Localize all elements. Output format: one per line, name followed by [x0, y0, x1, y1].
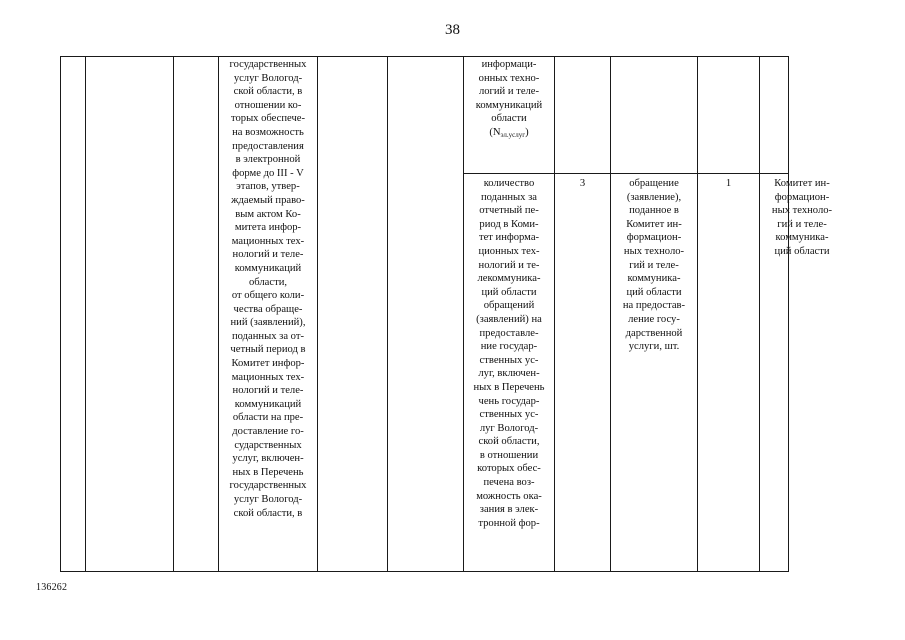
source-bottom-text-line: ственных ус- [479, 354, 539, 366]
indicator-text-line: услуг, включен- [232, 453, 304, 465]
table-left-border [60, 56, 61, 572]
source-bottom-text-line: ской области, [478, 436, 540, 448]
source-bottom-text-line: количество [483, 178, 535, 189]
unit-text-line: услуги, шт. [628, 341, 680, 353]
source-bottom-text-line: ционных тех- [478, 245, 540, 257]
source-bottom-text-line: ние государ- [480, 341, 538, 353]
responsible-text-line: коммуника- [775, 232, 829, 244]
source-bottom-text-line: поданных за [480, 191, 538, 203]
indicator-text-line: в электронной [235, 154, 301, 166]
source-bottom-text-line: луг Вологод- [479, 422, 539, 434]
source-top-text-line: логий и теле- [478, 86, 540, 98]
indicator-text-line: услуг Вологод- [233, 72, 303, 84]
responsible-text-line: гий и теле- [777, 218, 827, 230]
indicator-text-line: ний (заявлений), [230, 317, 306, 329]
indicator-text-line: нологий и теле- [232, 385, 304, 397]
unit-text-line: ных техноло- [623, 245, 685, 257]
indicator-text-line: доставление го- [232, 426, 304, 438]
indicator-text-line: торых обеспече- [230, 113, 306, 125]
code-value: 3 [579, 178, 586, 189]
source-bottom-text-line: тронной фор- [478, 517, 540, 529]
table-right-border [788, 56, 789, 572]
source-bottom-text-line: ных в Перечень [473, 381, 545, 393]
source-bottom-text-line: зания в элек- [479, 504, 539, 516]
indicator-text-line: государственных [229, 59, 307, 70]
indicator-text-line: ской области, в [233, 507, 303, 519]
unit-text-line: ций области [626, 286, 682, 298]
indicator-text-line: от общего коли- [231, 290, 305, 302]
formula-label [464, 126, 554, 143]
frequency-value: 1 [725, 178, 732, 189]
source-bottom-text-line: можность ока- [476, 490, 542, 502]
unit-text-line: формацион- [626, 232, 682, 244]
table-top-border [60, 56, 788, 57]
indicator-text-line: коммуникаций [234, 262, 302, 274]
formula-open: (N [489, 126, 501, 138]
column-divider [759, 56, 760, 572]
unit-text-line: на предостав- [622, 300, 686, 312]
unit-text-line: ление госу- [628, 313, 680, 325]
indicator-text-line: на возможность [232, 126, 304, 138]
indicator-text-line: мационных тех- [231, 235, 305, 247]
source-bottom-cell [464, 177, 554, 530]
indicator-text-line: коммуникаций [234, 398, 302, 410]
indicator-text-line: государственных [229, 480, 307, 492]
document-code: 136262 [36, 582, 68, 593]
source-top-cell [464, 58, 554, 143]
indicator-text-line: мационных тех- [231, 371, 305, 383]
source-bottom-text-line: в отношении [479, 449, 539, 461]
column-divider [697, 56, 698, 572]
unit-text-line: гий и теле- [629, 259, 679, 271]
column-divider [85, 56, 86, 572]
unit-description-cell [611, 177, 697, 354]
source-bottom-text-line: луг, включен- [478, 368, 540, 380]
indicator-text-line: форме до III - V [232, 167, 304, 179]
column-divider [554, 56, 555, 572]
source-bottom-text-line: ственных ус- [479, 409, 539, 421]
indicator-text-line: сударственных [234, 439, 302, 451]
frequency-value-cell [698, 177, 759, 191]
responsible-text-line: ных техноло- [771, 205, 833, 217]
indicator-text-line: митета инфор- [234, 222, 302, 234]
source-bottom-text-line: тет информа- [478, 232, 540, 244]
source-bottom-text-line: предоставле- [479, 327, 539, 339]
unit-text-line: дарственной [625, 327, 683, 339]
column-divider [173, 56, 174, 572]
unit-text-line: обращение [629, 178, 679, 189]
unit-text-line: (заявление), [626, 191, 682, 203]
source-bottom-text-line: (заявлений) на [476, 313, 542, 325]
source-top-text-line: коммуникаций [475, 99, 543, 111]
indicator-text-line: этапов, утвер- [236, 181, 300, 193]
column-divider [317, 56, 318, 572]
responsible-text-line: ций области [774, 245, 830, 257]
responsible-text-line: формацион- [774, 191, 830, 203]
indicator-text-line: ской области, в [233, 86, 303, 98]
source-bottom-text-line: обращений [483, 300, 535, 312]
table-bottom-border [60, 571, 788, 572]
source-bottom-text-line: лекоммуника- [477, 273, 541, 285]
indicator-description-cell [219, 58, 317, 520]
source-bottom-text-line: ций области [481, 286, 537, 298]
unit-text-line: Комитет ин- [626, 218, 682, 230]
source-top-text-line: онных техно- [478, 72, 540, 84]
page-number: 38 [445, 22, 460, 38]
formula-close: ) [525, 126, 529, 138]
column-divider [387, 56, 388, 572]
indicator-text-line: ных в Перечень [232, 466, 304, 478]
indicator-text-line: нологий и теле- [232, 249, 304, 261]
indicator-text-line: области на пре- [232, 412, 304, 424]
source-bottom-text-line: чень государ- [478, 395, 540, 407]
indicator-text-line: услуг Вологод- [233, 494, 303, 505]
code-value-cell [555, 177, 610, 191]
source-top-text [464, 58, 554, 126]
responsible-body-cell [762, 177, 842, 259]
source-top-text-line: области [491, 113, 527, 125]
source-bottom-text-line: печена воз- [483, 477, 535, 489]
indicator-text-line: четный период в [230, 344, 306, 356]
source-top-text-line: информаци- [481, 59, 537, 70]
indicator-text-line: поданных за от- [231, 330, 304, 342]
indicator-text-line: отношении ко- [234, 99, 302, 111]
formula-subscript: эл.услуг [500, 130, 526, 139]
unit-text-line: коммуника- [627, 273, 681, 285]
indicator-text-line: ждаемый право- [231, 194, 305, 206]
indicator-text-line: вым актом Ко- [235, 208, 301, 220]
unit-text-line: поданное в [629, 205, 679, 217]
source-bottom-text-line: которых обес- [477, 463, 541, 475]
row-divider [463, 173, 788, 174]
indicator-text-line: чества обраще- [233, 303, 303, 315]
source-bottom-text-line: отчетный пе- [479, 205, 539, 217]
indicator-text-line: области, [248, 276, 288, 288]
indicator-text-line: Комитет инфор- [231, 358, 305, 370]
indicator-text-line: предоставления [232, 140, 304, 152]
responsible-text-line: Комитет ин- [774, 178, 830, 189]
source-bottom-text-line: нологий и те- [478, 259, 540, 271]
source-bottom-text-line: риод в Коми- [479, 218, 539, 230]
